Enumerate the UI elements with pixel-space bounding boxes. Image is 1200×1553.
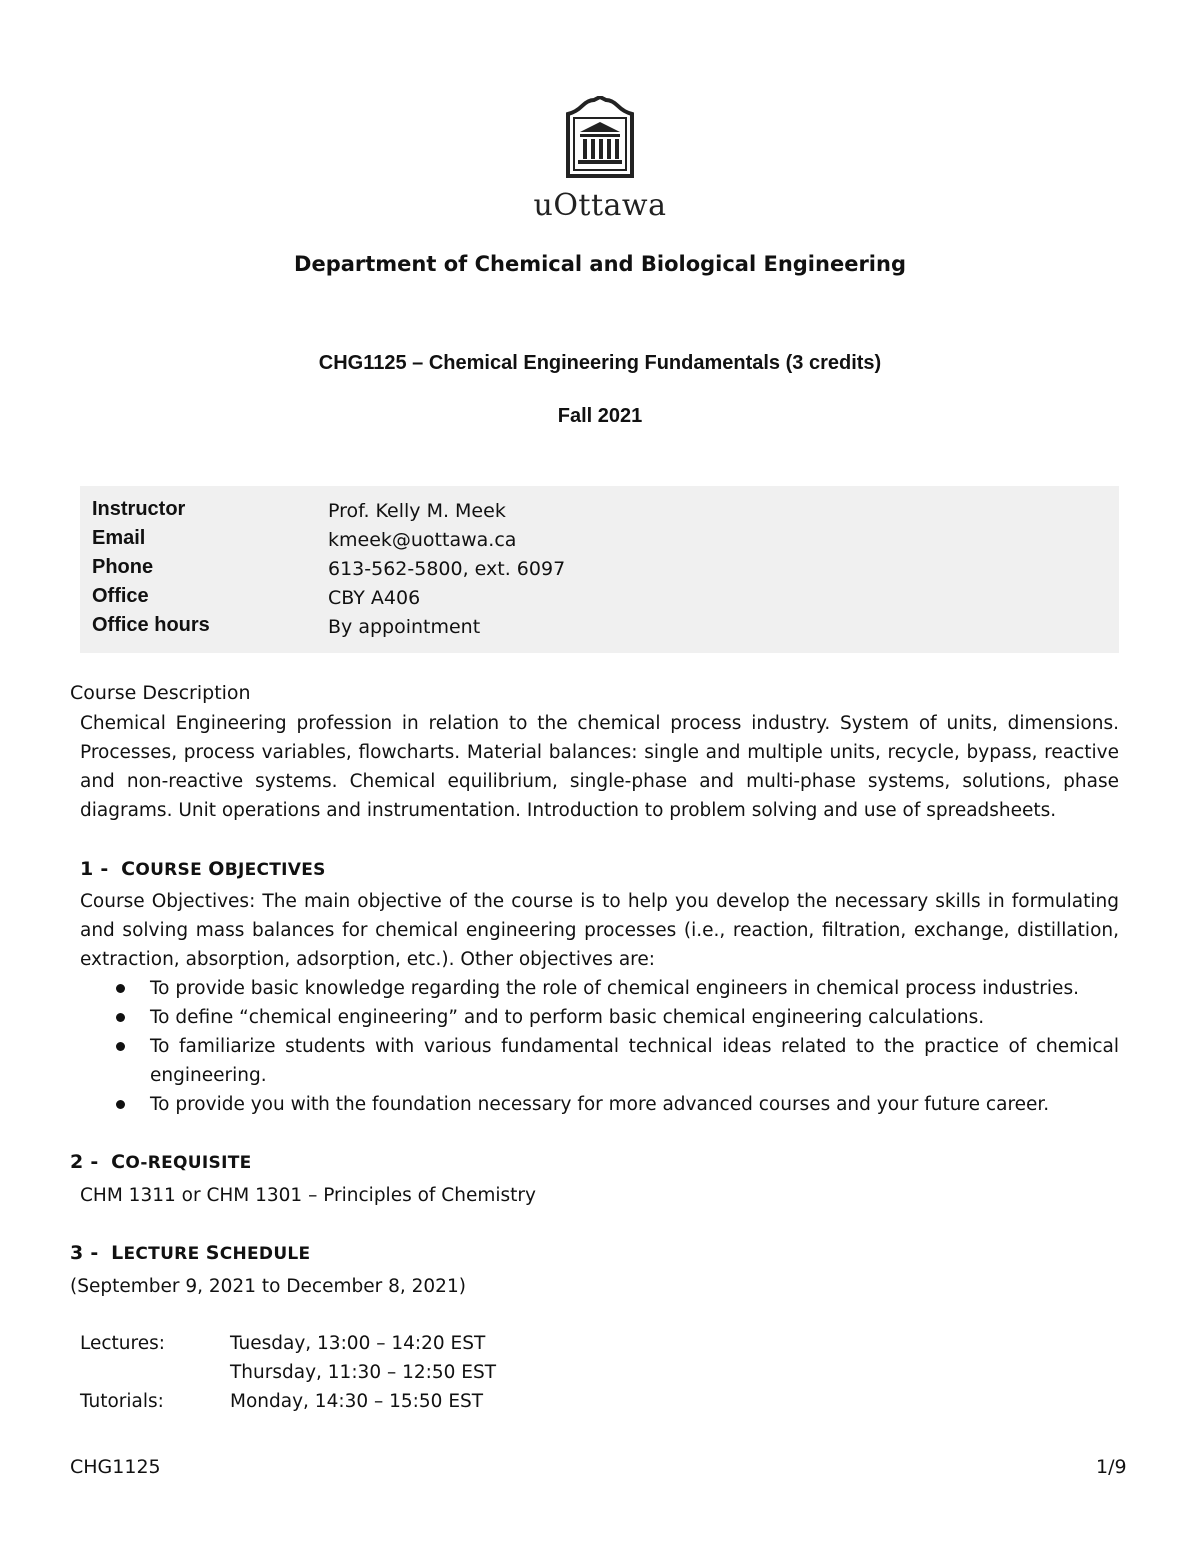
heading-rest: ECTURE (123, 1244, 200, 1264)
info-row-office-hours (80, 614, 1119, 643)
schedule-label: Tutorials: (80, 1391, 164, 1412)
section-number: 2 - (70, 1151, 99, 1173)
bullet-icon (116, 1013, 125, 1022)
info-label: Office (92, 585, 149, 607)
schedule-time: Tuesday, 13:00 – 14:20 EST (230, 1333, 486, 1354)
list-item (112, 1003, 1119, 1032)
heading-initial: C (111, 1151, 126, 1173)
bullet-icon (116, 984, 125, 993)
instructor-info-box (80, 486, 1119, 653)
page-number: 1/9 (1096, 1456, 1127, 1478)
list-item (112, 1032, 1119, 1090)
heading-rest: O-REQUISITE (125, 1153, 252, 1173)
heading-initial: S (205, 1242, 220, 1264)
heading-initial: L (111, 1242, 124, 1264)
schedule-date-range: (September 9, 2021 to December 8, 2021) (70, 1276, 466, 1297)
list-item-text: To define “chemical engineering” and to perform basic chemical engineering calculations. (150, 1007, 985, 1028)
university-logo (528, 96, 672, 226)
schedule-time: Thursday, 11:30 – 12:50 EST (230, 1362, 497, 1383)
list-item (112, 1090, 1119, 1119)
info-row-instructor (80, 498, 1119, 527)
info-label: Office hours (92, 614, 210, 636)
phone-value: 613-562-5800, ext. 6097 (328, 558, 566, 580)
heading-rest: BJECTIVES (224, 860, 326, 880)
bullet-icon (116, 1042, 125, 1051)
list-item (112, 974, 1119, 1003)
email-value[interactable]: kmeek@uottawa.ca (328, 529, 517, 551)
list-item-text: To familiarize students with various fundamental technical ideas related to the practice of chemical engineering. (150, 1036, 1119, 1086)
heading-rest: CHEDULE (219, 1244, 311, 1264)
list-item-text: To provide you with the foundation necessary for more advanced courses and your future career. (150, 1094, 1050, 1115)
info-row-email (80, 527, 1119, 556)
list-item-text: To provide basic knowledge regarding the role of chemical engineers in chemical process industries. (150, 978, 1079, 999)
section-heading-lecture-schedule (70, 1242, 310, 1264)
section-heading-corequisite (70, 1151, 252, 1173)
section-heading-objectives (80, 858, 326, 880)
footer-course-code: CHG1125 (70, 1456, 161, 1478)
info-label: Phone (92, 556, 154, 578)
objectives-intro-text: Course Objectives: The main objective of the course is to help you develop the necessary skills in formulating and solving mass balances for chemical engineering processes (i.e., reaction, filtration, exchange, distillation, extraction, absorption, adsorption, etc.). Other objectives are: (80, 891, 1119, 970)
university-wordmark: uOttawa (533, 188, 667, 223)
heading-rest: OURSE (135, 860, 203, 880)
office-hours-value: By appointment (328, 616, 481, 638)
schedule-time: Monday, 14:30 – 15:50 EST (230, 1391, 484, 1412)
office-value: CBY A406 (328, 587, 421, 609)
section-number: 1 - (80, 858, 109, 880)
department-name: Department of Chemical and Biological Engineering (294, 252, 906, 276)
heading-initial: C (121, 858, 136, 880)
info-label: Instructor (92, 498, 186, 520)
info-row-office (80, 585, 1119, 614)
info-label: Email (92, 527, 146, 549)
instructor-name: Prof. Kelly M. Meek (328, 500, 506, 522)
info-row-phone (80, 556, 1119, 585)
university-building-icon (564, 96, 636, 178)
heading-initial: O (208, 858, 225, 880)
course-title: CHG1125 – Chemical Engineering Fundamentals (3 credits) (318, 352, 882, 374)
schedule-label: Lectures: (80, 1333, 165, 1354)
section-number: 3 - (70, 1242, 99, 1264)
term: Fall 2021 (557, 405, 643, 427)
bullet-icon (116, 1100, 125, 1109)
course-description-heading: Course Description (70, 682, 251, 704)
corequisite-text: CHM 1311 or CHM 1301 – Principles of Chemistry (80, 1185, 536, 1206)
objectives-list (112, 974, 1119, 1119)
course-description-text: Chemical Engineering profession in relation to the chemical process industry. System of units, dimensions. Processes, process variables, flowcharts. Material balances: single and multiple units, recycle, bypass, reactive and non-reactive systems. Chemical equilibrium, single-phase and multi-phase systems, solutions, phase diagrams. Unit operations and instrumentation. Introduction to problem solving and use of spreadsheets. (80, 713, 1119, 821)
